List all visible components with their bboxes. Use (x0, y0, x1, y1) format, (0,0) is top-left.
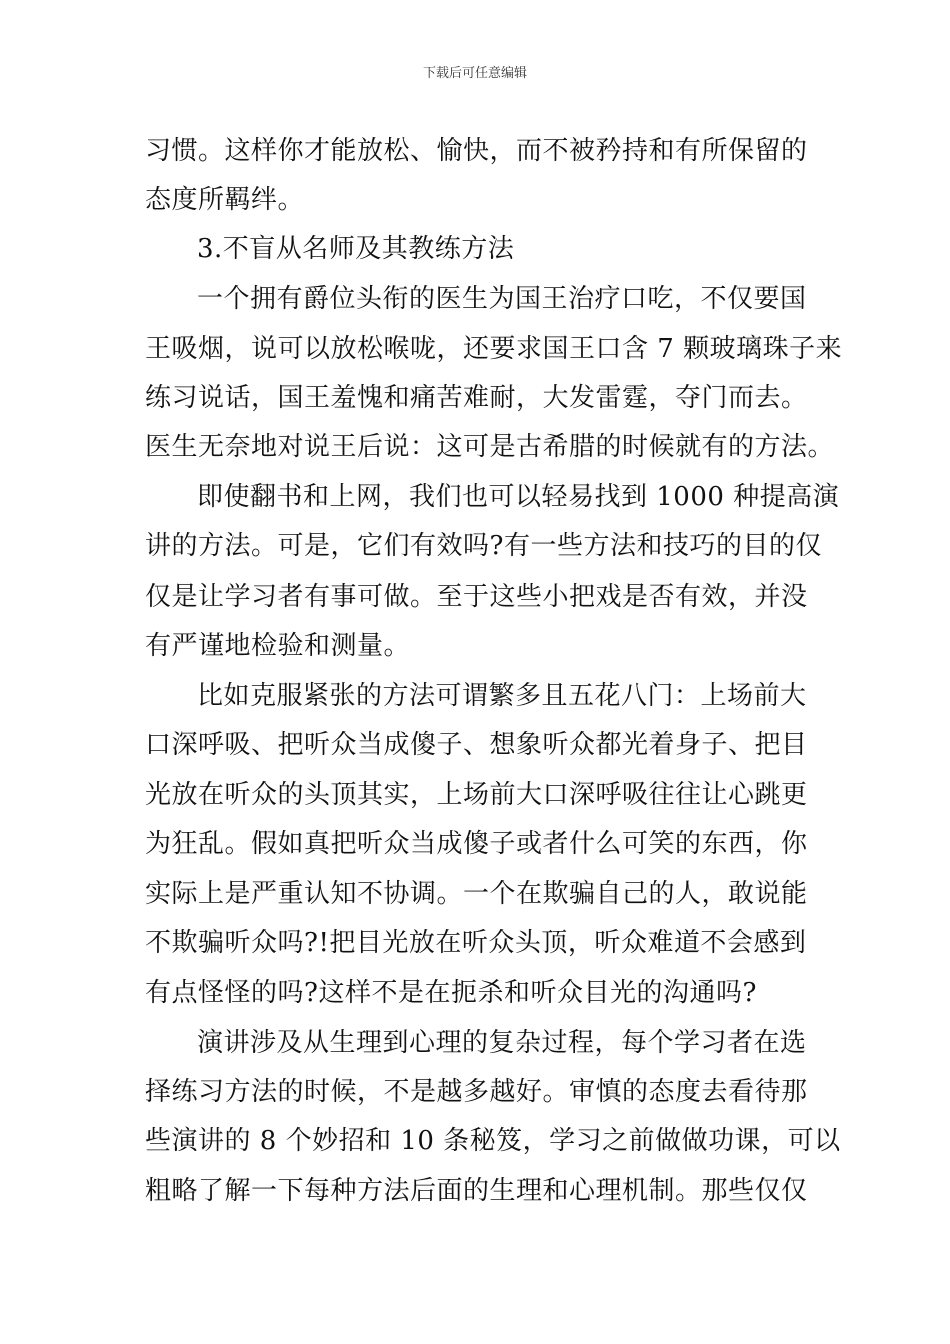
paragraph-line: 择练习方法的时候，不是越多越好。审慎的态度去看待那 (145, 1077, 808, 1107)
paragraph-line: 王吸烟，说可以放松喉咙，还要求国王口含 7 颗玻璃珠子来 (145, 334, 843, 364)
paragraph-line: 口深呼吸、把听众当成傻子、想象听众都光着身子、把目 (145, 730, 808, 760)
section-heading: 3.不盲从名师及其教练方法 (197, 234, 515, 264)
page-header: 下载后可任意编辑 (422, 66, 527, 81)
paragraph-line: 一个拥有爵位头衔的医生为国王治疗口吃，不仅要国 (197, 284, 807, 314)
paragraph-line: 即使翻书和上网，我们也可以轻易找到 1000 种提高演 (197, 482, 840, 512)
paragraph-line: 光放在听众的头顶其实，上场前大口深呼吸往往让心跳更 (145, 780, 808, 810)
paragraph-line: 粗略了解一下每种方法后面的生理和心理机制。那些仅仅 (145, 1176, 808, 1206)
paragraph-line: 态度所羁绊。 (145, 185, 305, 215)
paragraph-line: 演讲涉及从生理到心理的复杂过程，每个学习者在选 (197, 1028, 807, 1058)
paragraph-line: 讲的方法。可是，它们有效吗?有一些方法和技巧的目的仅 (145, 531, 822, 561)
paragraph-line: 为狂乱。假如真把听众当成傻子或者什么可笑的东西，你 (145, 829, 808, 859)
paragraph-line: 有点怪怪的吗?这样不是在扼杀和听众目光的沟通吗? (145, 978, 757, 1008)
paragraph-line: 比如克服紧张的方法可谓繁多且五花八门：上场前大 (197, 681, 807, 711)
paragraph-line: 有严谨地检验和测量。 (145, 631, 411, 661)
paragraph-line: 些演讲的 8 个妙招和 10 条秘笈，学习之前做做功课，可以 (145, 1126, 841, 1156)
paragraph-line: 医生无奈地对说王后说：这可是古希腊的时候就有的方法。 (145, 432, 835, 462)
paragraph-line: 练习说话，国王羞愧和痛苦难耐，大发雷霆，夺门而去。 (145, 383, 808, 413)
paragraph-line: 实际上是严重认知不协调。一个在欺骗自己的人，敢说能 (145, 879, 808, 909)
paragraph-line: 不欺骗听众吗?!把目光放在听众头顶，听众难道不会感到 (145, 928, 807, 958)
paragraph-line: 仅是让学习者有事可做。至于这些小把戏是否有效，并没 (145, 582, 808, 612)
paragraph-line: 习惯。这样你才能放松、愉快，而不被矜持和有所保留的 (145, 136, 808, 166)
